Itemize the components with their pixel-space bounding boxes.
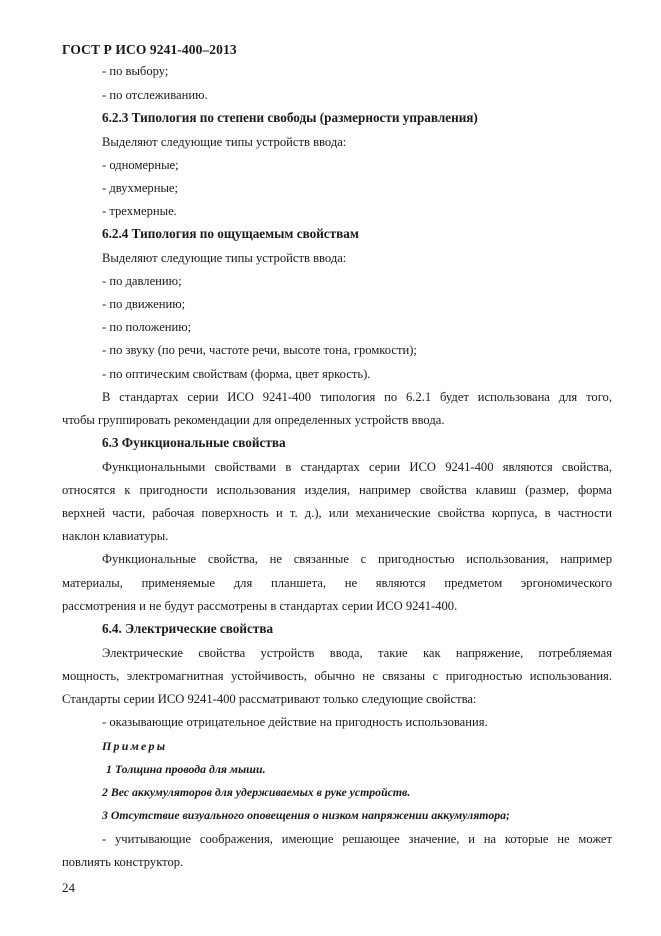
- paragraph-line: Стандарты серии ИСО 9241-400 рассматривают только следующие свойства:: [62, 692, 477, 706]
- list-item: - по отслеживанию.: [102, 88, 208, 102]
- list-item: - по положению;: [102, 320, 192, 334]
- paragraph-line: материалы, применяемые для планшета, не являются предметом эргономического: [62, 576, 612, 590]
- paragraph-line: мощность, электромагнитная устойчивость, обычно не связаны с пригодностью использования.: [62, 669, 612, 683]
- paragraph-line: Выделяют следующие типы устройств ввода:: [102, 251, 347, 265]
- examples-heading: Примеры: [102, 739, 168, 753]
- paragraph-line: наклон клавиатуры.: [62, 529, 169, 543]
- list-item: - по звуку (по речи, частоте речи, высоте тона, громкости);: [102, 343, 417, 357]
- example-item: 2 Вес аккумуляторов для удерживаемых в руке устройств.: [102, 785, 411, 799]
- section-heading-6-3: 6.3 Функциональные свойства: [102, 435, 286, 450]
- paragraph-line: чтобы группировать рекомендации для определенных устройств ввода.: [62, 413, 445, 427]
- paragraph-line: Выделяют следующие типы устройств ввода:: [102, 135, 347, 149]
- paragraph-line: относятся к пригодности использования изделия, например свойства клавиш (размер, форма: [62, 483, 612, 497]
- list-item: - по оптическим свойствам (форма, цвет яркость).: [102, 367, 371, 381]
- list-item: - трехмерные.: [102, 204, 177, 218]
- section-heading-6-4: 6.4. Электрические свойства: [102, 621, 274, 636]
- paragraph-line: - учитывающие соображения, имеющие решающее значение, и на которые не может: [102, 832, 612, 846]
- paragraph-line: Электрические свойства устройств ввода, такие как напряжение, потребляемая: [102, 646, 612, 660]
- document-header: ГОСТ Р ИСО 9241-400–2013: [62, 42, 237, 57]
- section-heading-6-2-3: 6.2.3 Типология по степени свободы (размерности управления): [102, 110, 478, 125]
- paragraph-line: верхней части, рабочая поверхность и т. д.), или механические свойства корпуса, в частности: [62, 506, 612, 520]
- list-item: - двухмерные;: [102, 181, 179, 195]
- paragraph-line: Функциональными свойствами в стандартах серии ИСО 9241-400 являются свойства,: [102, 460, 612, 474]
- list-item: - одномерные;: [102, 158, 179, 172]
- page-number: 24: [62, 880, 75, 895]
- list-item: - по давлению;: [102, 274, 182, 288]
- paragraph-line: повлиять конструктор.: [62, 855, 184, 869]
- example-item: 3 Отсутствие визуального оповещения о низком напряжении аккумулятора;: [102, 808, 510, 822]
- list-item: - оказывающие отрицательное действие на пригодность использования.: [102, 715, 488, 729]
- paragraph-line: рассмотрения и не будут рассмотрены в стандартах серии ИСО 9241-400.: [62, 599, 458, 613]
- section-heading-6-2-4: 6.2.4 Типология по ощущаемым свойствам: [102, 226, 359, 241]
- example-item: 1 Толщина провода для мыши.: [106, 762, 266, 776]
- list-item: - по движению;: [102, 297, 186, 311]
- paragraph-line: Функциональные свойства, не связанные с пригодностью использования, например: [102, 552, 612, 566]
- list-item: - по выбору;: [102, 64, 169, 78]
- paragraph-line: В стандартах серии ИСО 9241-400 типология по 6.2.1 будет использована для того,: [102, 390, 612, 404]
